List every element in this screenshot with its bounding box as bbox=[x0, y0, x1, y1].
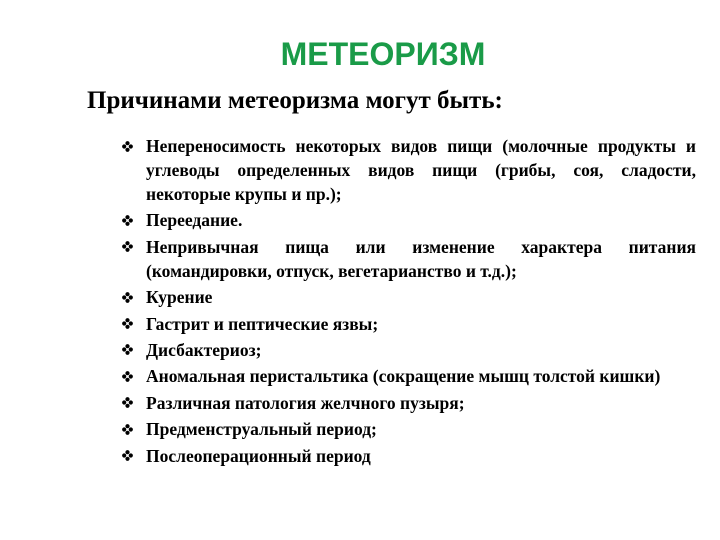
slide-title: МЕТЕОРИЗМ bbox=[280, 36, 486, 72]
list-item-text: Послеоперационный период bbox=[146, 445, 371, 466]
list-item-text: Гастрит и пептические язвы; bbox=[146, 313, 379, 334]
diamond-dots-icon bbox=[122, 134, 146, 158]
list-item bbox=[122, 444, 696, 468]
causes-list bbox=[122, 134, 696, 470]
list-item bbox=[122, 312, 696, 336]
list-item-text: Различная патология желчного пузыря; bbox=[146, 392, 465, 413]
list-item-text: Курение bbox=[146, 287, 213, 308]
list-item-text: Непривычная пища или изменение характера питания (командировки, отпуск, вегетарианство и т.д.); bbox=[146, 236, 696, 281]
diamond-dots-icon bbox=[122, 285, 146, 309]
list-item bbox=[122, 417, 696, 441]
diamond-dots-icon bbox=[122, 208, 146, 232]
list-item bbox=[122, 338, 696, 362]
diamond-dots-icon bbox=[122, 364, 146, 388]
list-item bbox=[122, 285, 696, 309]
list-item-text: Переедание. bbox=[146, 210, 243, 231]
list-item bbox=[122, 391, 696, 415]
list-item-text: Аномальная перистальтика (сокращение мышц толстой кишки) bbox=[146, 366, 661, 387]
slide-subtitle: Причинами метеоризма могут быть: bbox=[87, 87, 503, 114]
diamond-dots-icon bbox=[122, 338, 146, 362]
list-item-text: Дисбактериоз; bbox=[146, 339, 262, 360]
diamond-dots-icon bbox=[122, 235, 146, 259]
list-item bbox=[122, 235, 696, 283]
diamond-dots-icon bbox=[122, 444, 146, 468]
list-item bbox=[122, 208, 696, 232]
list-item bbox=[122, 134, 696, 206]
diamond-dots-icon bbox=[122, 312, 146, 336]
list-item-text: Предменструальный период; bbox=[146, 419, 377, 440]
list-item-text: Непереносимость некоторых видов пищи (молочные продукты и углеводы определенных видов пищи (грибы, соя, сладости, некоторые крупы и пр.); bbox=[146, 136, 696, 204]
diamond-dots-icon bbox=[122, 391, 146, 415]
list-item bbox=[122, 364, 696, 388]
diamond-dots-icon bbox=[122, 417, 146, 441]
